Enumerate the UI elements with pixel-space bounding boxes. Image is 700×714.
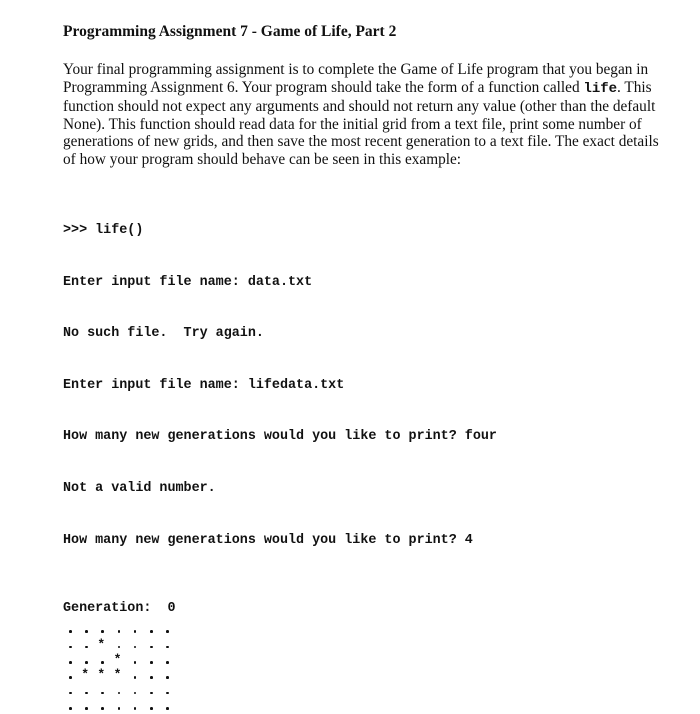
grid-cell-dead — [63, 653, 79, 668]
grid-cell-dead — [112, 622, 128, 637]
grid-row — [63, 638, 673, 653]
console-line-error-number: Not a valid number. — [63, 480, 216, 496]
generation-label: Generation: — [63, 601, 152, 617]
function-name-code: life — [583, 80, 618, 97]
console-example — [63, 188, 673, 584]
grid-cell-dead — [144, 638, 160, 653]
grid-cell-dead — [95, 699, 111, 714]
grid-cell-dead — [160, 622, 176, 637]
grid-cell-dead — [112, 638, 128, 653]
generation-output — [63, 600, 673, 714]
grid-cell-alive — [112, 653, 128, 668]
grid-cell-alive — [112, 668, 128, 683]
grid-row — [63, 668, 673, 683]
grid-cell-alive — [95, 638, 111, 653]
grid-cell-dead — [79, 622, 95, 637]
grid-cell-dead — [95, 653, 111, 668]
grid-cell-dead — [128, 684, 144, 699]
grid-cell-dead — [144, 668, 160, 683]
grid-cell-dead — [128, 622, 144, 637]
grid-cell-dead — [112, 684, 128, 699]
assignment-description — [63, 61, 673, 169]
grid-cell-dead — [128, 653, 144, 668]
generation-number: 0 — [167, 601, 176, 617]
description-text-part-2: . This function should not expect any arguments and should not return any value (other than the default None). This function should read data for the initial grid from a text file, print some number of generations of new grids, and then save the most recent generation to a text file. The exact details of how your program should behave can be seen in this example: — [63, 78, 659, 168]
description-text-part-1: Your final programming assignment is to complete the Game of Life program that you began in Programming Assignment 6. Your program should take the form of a function called — [63, 61, 649, 96]
console-line-generations-2: How many new generations would you like to print? 4 — [63, 532, 473, 548]
grid-cell-alive — [95, 668, 111, 683]
console-line-error-file: No such file. Try again. — [63, 326, 264, 342]
generation-header — [63, 600, 673, 618]
grid-cell-dead — [144, 699, 160, 714]
grid-cell-dead — [79, 638, 95, 653]
grid-cell-dead — [160, 638, 176, 653]
grid-cell-dead — [144, 684, 160, 699]
grid-cell-dead — [95, 622, 111, 637]
grid-cell-dead — [79, 684, 95, 699]
grid-cell-dead — [160, 684, 176, 699]
grid-cell-dead — [63, 668, 79, 683]
grid-cell-dead — [128, 668, 144, 683]
grid-cell-dead — [144, 653, 160, 668]
grid-cell-dead — [63, 638, 79, 653]
grid-cell-dead — [112, 699, 128, 714]
grid-row — [63, 684, 673, 699]
console-line-input-file-1: Enter input file name: data.txt — [63, 274, 313, 290]
grid-cell-dead — [63, 699, 79, 714]
grid-row — [63, 653, 673, 668]
assignment-page — [63, 22, 673, 714]
grid-cell-alive — [79, 668, 95, 683]
grid-cell-dead — [63, 622, 79, 637]
grid-cell-dead — [63, 684, 79, 699]
grid-cell-dead — [160, 699, 176, 714]
console-line-prompt: >>> life() — [63, 222, 144, 238]
grid-cell-dead — [128, 638, 144, 653]
grid-cell-dead — [128, 699, 144, 714]
assignment-title: Programming Assignment 7 - Game of Life, Part 2 — [63, 23, 397, 40]
grid-cell-dead — [160, 668, 176, 683]
grid-cell-dead — [95, 684, 111, 699]
grid-cell-dead — [144, 622, 160, 637]
grid-cell-dead — [160, 653, 176, 668]
console-line-generations-1: How many new generations would you like to print? four — [63, 429, 497, 445]
grid-row — [63, 622, 673, 637]
life-grid — [63, 622, 673, 714]
grid-cell-dead — [79, 653, 95, 668]
grid-cell-dead — [79, 699, 95, 714]
grid-row — [63, 699, 673, 714]
console-line-input-file-2: Enter input file name: lifedata.txt — [63, 377, 345, 393]
